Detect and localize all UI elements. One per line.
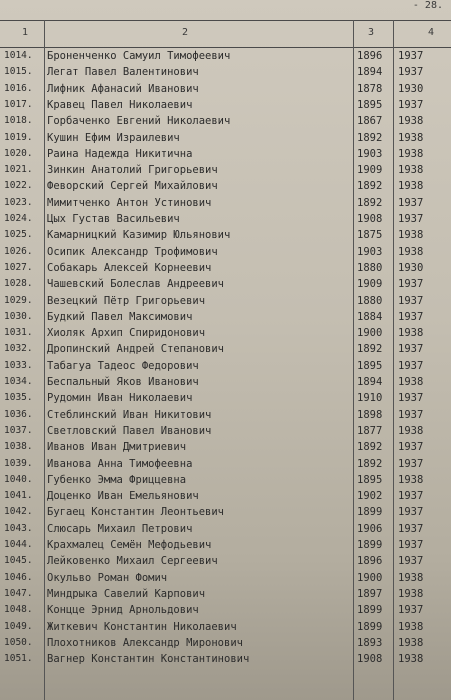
birth-year: 1892 [357,196,383,209]
person-name: Хиоляк Архип Спиридонович [47,327,206,340]
person-name: Концце Эрнид Арнольдович [47,604,199,617]
table-row [0,653,451,669]
birth-year: 1910 [357,392,383,405]
birth-year: 1897 [357,587,383,600]
event-year: 1937 [398,490,424,503]
person-name: Окульво Роман Фомич [47,571,168,584]
person-name: Вагнер Константин Константинович [47,653,250,666]
page-number: - 28. [412,0,443,11]
table-row [0,148,451,164]
event-year: 1937 [398,343,424,356]
header-col-2: 2 [182,27,189,38]
table-row [0,409,451,425]
row-number: 1032. [4,343,33,355]
person-name: Светловский Павел Иванович [47,424,212,437]
table-row [0,588,451,604]
birth-year: 1877 [357,424,383,437]
event-year: 1938 [398,147,424,160]
event-year: 1937 [398,457,424,470]
event-year: 1938 [398,571,424,584]
birth-year: 1902 [357,490,383,503]
event-year: 1937 [398,408,424,421]
row-number: 1023. [4,196,33,208]
event-year: 1937 [398,392,424,405]
birth-year: 1908 [357,653,383,666]
table-row [0,490,451,506]
event-year: 1937 [398,522,424,535]
event-year: 1937 [398,278,424,291]
row-number: 1027. [4,261,33,273]
person-name: Стеблинский Иван Никитович [47,408,212,421]
birth-year: 1878 [357,82,383,95]
birth-year: 1903 [357,245,383,258]
row-number: 1025. [4,229,33,241]
person-name: Чашевский Болеслав Андреевич [47,278,225,291]
event-year: 1938 [398,620,424,633]
birth-year: 1892 [357,131,383,144]
table-row [0,523,451,539]
table-row [0,376,451,392]
person-name: Броненченко Самуил Тимофеевич [47,50,231,62]
header-col-3: 3 [368,27,375,38]
birth-year: 1875 [357,229,383,242]
row-number: 1040. [4,473,33,485]
table-row [0,458,451,474]
person-name: Табагуа Тадеос Федорович [47,359,199,372]
person-name: Легат Павел Валентинович [47,66,199,79]
birth-year: 1900 [357,327,383,340]
event-year: 1930 [398,261,424,274]
row-number: 1017. [4,98,33,110]
person-name: Лейковенко Михаил Сергеевич [47,555,218,568]
birth-year: 1867 [357,115,383,128]
row-number: 1033. [4,359,33,371]
table-row [0,539,451,555]
row-number: 1039. [4,457,33,469]
table-row [0,197,451,213]
table-row [0,262,451,278]
birth-year: 1894 [357,66,383,79]
table-row [0,621,451,637]
person-name: Губенко Эмма Фриццевна [47,473,187,486]
event-year: 1938 [398,115,424,128]
person-name: Доценко Иван Емельянович [47,490,199,503]
row-number: 1034. [4,376,33,387]
row-number: 1014. [4,50,33,61]
row-number: 1041. [4,490,33,502]
person-name: Крахмалец Семён Мефодьевич [47,539,212,551]
person-name: Кравец Павел Николаевич [47,98,193,111]
row-number: 1019. [4,131,33,143]
birth-year: 1908 [357,213,383,225]
table-row [0,474,451,490]
row-number: 1022. [4,180,33,192]
birth-year: 1880 [357,261,383,274]
event-year: 1937 [398,310,424,323]
birth-year: 1895 [357,98,383,111]
row-number: 1031. [4,327,33,339]
table-row [0,180,451,196]
person-name: Плохотников Александр Миронович [47,636,243,649]
event-year: 1938 [398,636,424,649]
table-row [0,99,451,115]
event-year: 1938 [398,327,424,340]
event-year: 1938 [398,473,424,486]
row-number: 1018. [4,115,33,127]
table-row [0,441,451,457]
event-year: 1937 [398,196,424,209]
birth-year: 1899 [357,604,383,617]
table-row [0,392,451,408]
table-row [0,604,451,620]
person-name: Мимитченко Антон Устинович [47,196,212,209]
birth-year: 1895 [357,473,383,486]
row-number: 1035. [4,392,33,404]
person-name: Беспальный Яков Иванович [47,376,199,388]
table-row [0,164,451,180]
row-number: 1015. [4,66,33,78]
birth-year: 1893 [357,636,383,649]
table-row [0,343,451,359]
table-row [0,311,451,327]
person-name: Дропинский Андрей Степанович [47,343,225,356]
table-row [0,295,451,311]
event-year: 1937 [398,213,424,225]
row-number: 1043. [4,522,33,534]
table-row [0,555,451,571]
row-number: 1038. [4,441,33,453]
header-col-4: 4 [428,27,435,38]
row-number: 1024. [4,213,33,224]
table-row [0,66,451,82]
person-name: Феворский Сергей Михайлович [47,180,218,193]
person-name: Иванова Анна Тимофеевна [47,457,193,470]
person-name: Осипик Александр Трофимович [47,245,218,258]
event-year: 1937 [398,294,424,307]
event-year: 1937 [398,359,424,372]
row-number: 1021. [4,164,33,176]
table-row [0,229,451,245]
row-number: 1047. [4,587,33,599]
person-name: Кушин Ефим Израилевич [47,131,180,144]
row-number: 1045. [4,555,33,567]
row-number: 1029. [4,294,33,306]
birth-year: 1899 [357,539,383,551]
birth-year: 1892 [357,343,383,356]
event-year: 1938 [398,424,424,437]
event-year: 1937 [398,539,424,551]
row-number: 1048. [4,604,33,616]
table-header [0,20,451,48]
person-name: Камарницкий Казимир Юльянович [47,229,231,242]
person-name: Горбаченко Евгений Николаевич [47,115,231,128]
table-row [0,50,451,66]
event-year: 1938 [398,376,424,388]
person-name: Раина Надежда Никитична [47,147,193,160]
event-year: 1937 [398,66,424,79]
table-row [0,425,451,441]
row-number: 1026. [4,245,33,257]
person-name: Миндрыка Савелий Карпович [47,587,206,600]
row-number: 1046. [4,571,33,583]
table-row [0,278,451,294]
table-row [0,115,451,131]
person-name: Собакарь Алексей Корнеевич [47,261,212,274]
table-row [0,637,451,653]
birth-year: 1906 [357,522,383,535]
table-row [0,572,451,588]
birth-year: 1903 [357,147,383,160]
birth-year: 1900 [357,571,383,584]
row-number: 1036. [4,408,33,420]
event-year: 1938 [398,653,424,666]
table-row [0,213,451,229]
table-row [0,327,451,343]
event-year: 1938 [398,587,424,600]
person-name: Рудомин Иван Николаевич [47,392,193,405]
row-number: 1050. [4,636,33,648]
birth-year: 1895 [357,359,383,372]
person-name: Житкевич Константин Николаевич [47,620,237,633]
row-number: 1051. [4,653,33,665]
table-row [0,506,451,522]
birth-year: 1892 [357,441,383,454]
person-name: Слюсарь Михаил Петрович [47,522,193,535]
event-year: 1937 [398,555,424,568]
birth-year: 1898 [357,408,383,421]
person-name: Зинкин Анатолий Григорьевич [47,164,218,177]
person-name: Будкий Павел Максимович [47,310,193,323]
table-row [0,83,451,99]
birth-year: 1896 [357,50,383,62]
person-name: Цых Густав Васильевич [47,213,180,225]
event-year: 1938 [398,245,424,258]
row-number: 1049. [4,620,33,632]
person-name: Лифник Афанасий Иванович [47,82,199,95]
row-number: 1016. [4,82,33,94]
birth-year: 1892 [357,180,383,193]
event-year: 1938 [398,229,424,242]
birth-year: 1884 [357,310,383,323]
birth-year: 1880 [357,294,383,307]
birth-year: 1909 [357,164,383,177]
birth-year: 1894 [357,376,383,388]
event-year: 1937 [398,604,424,617]
table-row [0,360,451,376]
event-year: 1938 [398,164,424,177]
row-number: 1020. [4,147,33,159]
birth-year: 1899 [357,506,383,519]
event-year: 1938 [398,131,424,144]
birth-year: 1909 [357,278,383,291]
event-year: 1937 [398,506,424,519]
row-number: 1037. [4,424,33,436]
row-number: 1042. [4,506,33,518]
person-name: Бугаец Константин Леонтьевич [47,506,225,519]
event-year: 1937 [398,50,424,62]
birth-year: 1892 [357,457,383,470]
person-name: Везецкий Пётр Григорьевич [47,294,206,307]
table-row [0,246,451,262]
event-year: 1937 [398,98,424,111]
row-number: 1044. [4,539,33,550]
event-year: 1930 [398,82,424,95]
event-year: 1938 [398,180,424,193]
event-year: 1937 [398,441,424,454]
person-name: Иванов Иван Дмитриевич [47,441,187,454]
header-col-1: 1 [22,27,29,38]
row-number: 1030. [4,310,33,322]
table-row [0,132,451,148]
birth-year: 1896 [357,555,383,568]
birth-year: 1899 [357,620,383,633]
row-number: 1028. [4,278,33,290]
